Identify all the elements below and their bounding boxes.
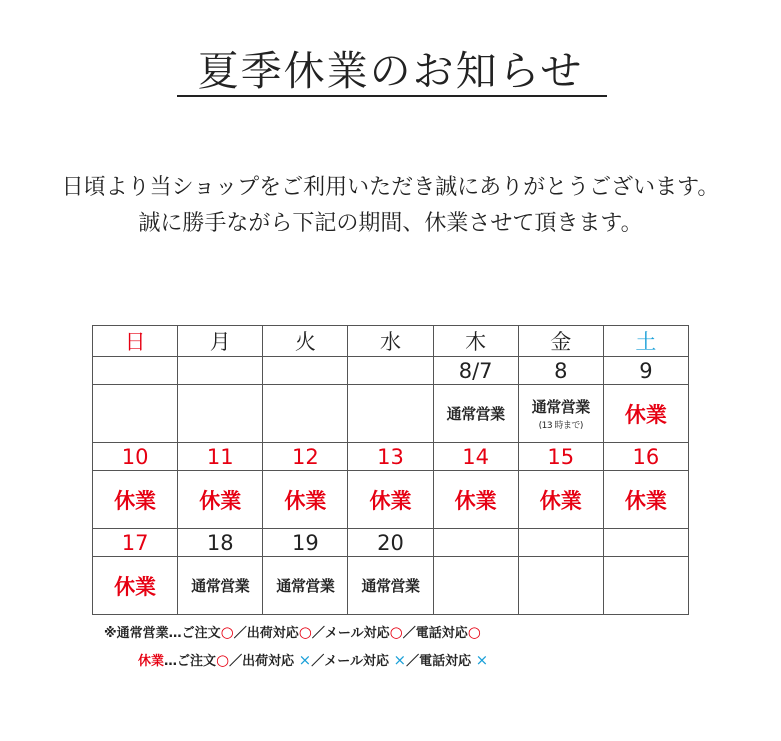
week-2-dates: [93, 443, 689, 471]
status-open: 通常営業: [263, 557, 348, 615]
date-cell: [263, 357, 348, 385]
legend-shipping: ／出荷対応: [233, 626, 299, 641]
status-closed: 休業: [603, 471, 688, 529]
weekday-thu: 木: [433, 326, 518, 357]
status-open: 通常営業: [178, 557, 263, 615]
status-open-partial: [518, 385, 603, 443]
unavailable-mark: ×: [393, 651, 407, 669]
legend-email: ／メール対応: [311, 626, 390, 641]
available-mark: ○: [389, 623, 403, 641]
status-cell: [433, 557, 518, 615]
weekday-mon: 月: [178, 326, 263, 357]
weekday-fri: 金: [518, 326, 603, 357]
status-closed: 休業: [263, 471, 348, 529]
available-mark: ○: [467, 623, 481, 641]
date-cell: 15: [518, 443, 603, 471]
available-mark: ○: [298, 623, 312, 641]
available-mark: ○: [220, 623, 234, 641]
legend-order: ご注文: [177, 654, 217, 669]
date-cell: [603, 529, 688, 557]
legend-email: ／メール対応: [311, 654, 394, 669]
date-cell: 13: [348, 443, 433, 471]
status-cell: [603, 557, 688, 615]
legend-phone: ／電話対応: [406, 654, 476, 669]
legend-shipping: ／出荷対応: [229, 654, 299, 669]
status-cell: [518, 557, 603, 615]
date-cell: 19: [263, 529, 348, 557]
date-cell: 8/7: [433, 357, 518, 385]
status-open: 通常営業: [433, 385, 518, 443]
legend-phone: ／電話対応: [402, 626, 468, 641]
status-cell: [348, 385, 433, 443]
status-closed: 休業: [433, 471, 518, 529]
legend-closed-days: [138, 650, 488, 669]
date-cell: 16: [603, 443, 688, 471]
status-closed: 休業: [603, 385, 688, 443]
weekday-header-row: [93, 326, 689, 357]
unavailable-mark: ×: [298, 651, 312, 669]
date-cell: 20: [348, 529, 433, 557]
legend-closed-label: 休業: [138, 654, 165, 669]
intro-line-1: 日頃より当ショップをご利用いただき誠にありがとうございます。: [61, 175, 720, 200]
title-underline: [177, 95, 607, 97]
status-cell: [93, 385, 178, 443]
date-cell: 17: [93, 529, 178, 557]
status-open-label: 通常営業: [531, 398, 590, 416]
status-closed: 休業: [518, 471, 603, 529]
date-cell: 8: [518, 357, 603, 385]
status-open: 通常営業: [348, 557, 433, 615]
weekday-wed: 水: [348, 326, 433, 357]
holiday-calendar: [92, 325, 689, 615]
status-cell: [178, 385, 263, 443]
date-cell: 10: [93, 443, 178, 471]
status-closed: 休業: [348, 471, 433, 529]
date-cell: 18: [178, 529, 263, 557]
date-cell: 11: [178, 443, 263, 471]
status-closed: 休業: [93, 557, 178, 615]
page-title: 夏季休業のお知らせ: [197, 47, 584, 95]
date-cell: 14: [433, 443, 518, 471]
date-cell: [93, 357, 178, 385]
status-closed: 休業: [93, 471, 178, 529]
date-cell: [518, 529, 603, 557]
unavailable-mark: ×: [475, 651, 489, 669]
week-2-status: [93, 471, 689, 529]
date-cell: [178, 357, 263, 385]
week-1-status: [93, 385, 689, 443]
week-3-status: [93, 557, 689, 615]
legend-prefix: ※通常営業…: [104, 626, 182, 641]
date-cell: [433, 529, 518, 557]
available-mark: ○: [216, 651, 230, 669]
date-cell: 9: [603, 357, 688, 385]
date-cell: 12: [263, 443, 348, 471]
intro-line-2: 誠に勝手ながら下記の期間、休業させて頂きます。: [138, 211, 643, 236]
week-3-dates: [93, 529, 689, 557]
status-cell: [263, 385, 348, 443]
legend-dots: …: [164, 654, 178, 669]
legend-order: ご注文: [181, 626, 221, 641]
weekday-tue: 火: [263, 326, 348, 357]
legend-normal-business: [104, 622, 481, 641]
status-closed: 休業: [178, 471, 263, 529]
weekday-sun: 日: [93, 326, 178, 357]
date-cell: [348, 357, 433, 385]
weekday-sat: 土: [603, 326, 688, 357]
week-1-dates: [93, 357, 689, 385]
hours-note: (13 時まで): [538, 421, 583, 431]
